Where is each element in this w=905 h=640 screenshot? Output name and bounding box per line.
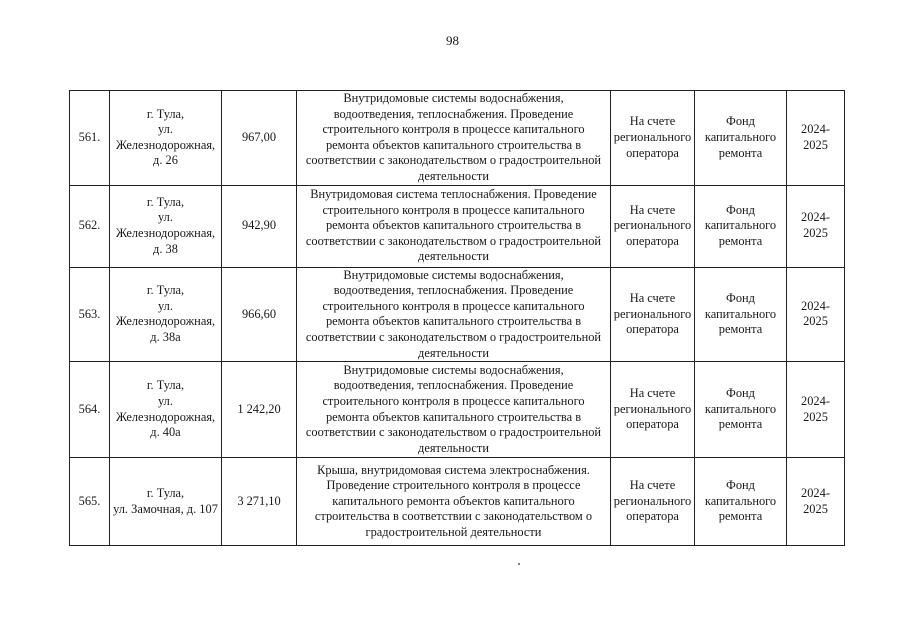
address-cell: г. Тула, ул. Железнодорожная, д. 38а [110,267,222,362]
table-row [70,91,845,186]
page-number: 98 [446,33,459,48]
works-description-cell: Внутридомовые системы водоснабжения, водоотведения, теплоснабжения. Проведение строительного контроля в процессе капитального ремонта объектов капитального строительства в соответствии с законодательством о градостроительной деятельности [297,91,611,186]
financing-cell: На счете регионального оператора [611,91,695,186]
financing-cell: На счете регионального оператора [611,458,695,546]
works-table [69,90,845,546]
source-cell: Фонд капитального ремонта [695,458,787,546]
works-description-cell: Внутридомовая система теплоснабжения. Проведение строительного контроля в процессе капитального ремонта объектов капитального строительства в соответствии с законодательством о градостроительной деятельности [297,185,611,267]
table-row [70,185,845,267]
row-number: 562. [70,185,110,267]
source-cell: Фонд капитального ремонта [695,91,787,186]
area-cell: 1 242,20 [222,362,297,458]
table-row [70,267,845,362]
table-row [70,458,845,546]
period-cell: 2024-2025 [787,267,845,362]
area-cell: 3 271,10 [222,458,297,546]
financing-cell: На счете регионального оператора [611,267,695,362]
address-cell: г. Тула, ул. Железнодорожная, д. 38 [110,185,222,267]
works-description-cell: Внутридомовые системы водоснабжения, водоотведения, теплоснабжения. Проведение строительного контроля в процессе капитального ремонта объектов капитального строительства в соответствии с законодательством о градостроительной деятельности [297,267,611,362]
financing-cell: На счете регионального оператора [611,362,695,458]
works-description-cell: Крыша, внутридомовая система электроснабжения. Проведение строительного контроля в процессе капитального ремонта объектов капитального строительства в соответствии с законодательством о градостроительной деятельности [297,458,611,546]
address-cell: г. Тула, ул. Железнодорожная, д. 40а [110,362,222,458]
period-cell: 2024-2025 [787,458,845,546]
period-cell: 2024-2025 [787,91,845,186]
address-cell: г. Тула, ул. Замочная, д. 107 [110,458,222,546]
scan-speck [518,563,520,565]
row-number: 565. [70,458,110,546]
row-number: 564. [70,362,110,458]
row-number: 563. [70,267,110,362]
area-cell: 966,60 [222,267,297,362]
source-cell: Фонд капитального ремонта [695,362,787,458]
area-cell: 967,00 [222,91,297,186]
financing-cell: На счете регионального оператора [611,185,695,267]
source-cell: Фонд капитального ремонта [695,267,787,362]
area-cell: 942,90 [222,185,297,267]
row-number: 561. [70,91,110,186]
works-description-cell: Внутридомовые системы водоснабжения, водоотведения, теплоснабжения. Проведение строительного контроля в процессе капитального ремонта объектов капитального строительства в соответствии с законодательством о градостроительной деятельности [297,362,611,458]
period-cell: 2024-2025 [787,362,845,458]
period-cell: 2024-2025 [787,185,845,267]
address-cell: г. Тула, ул. Железнодорожная, д. 26 [110,91,222,186]
source-cell: Фонд капитального ремонта [695,185,787,267]
table-row [70,362,845,458]
